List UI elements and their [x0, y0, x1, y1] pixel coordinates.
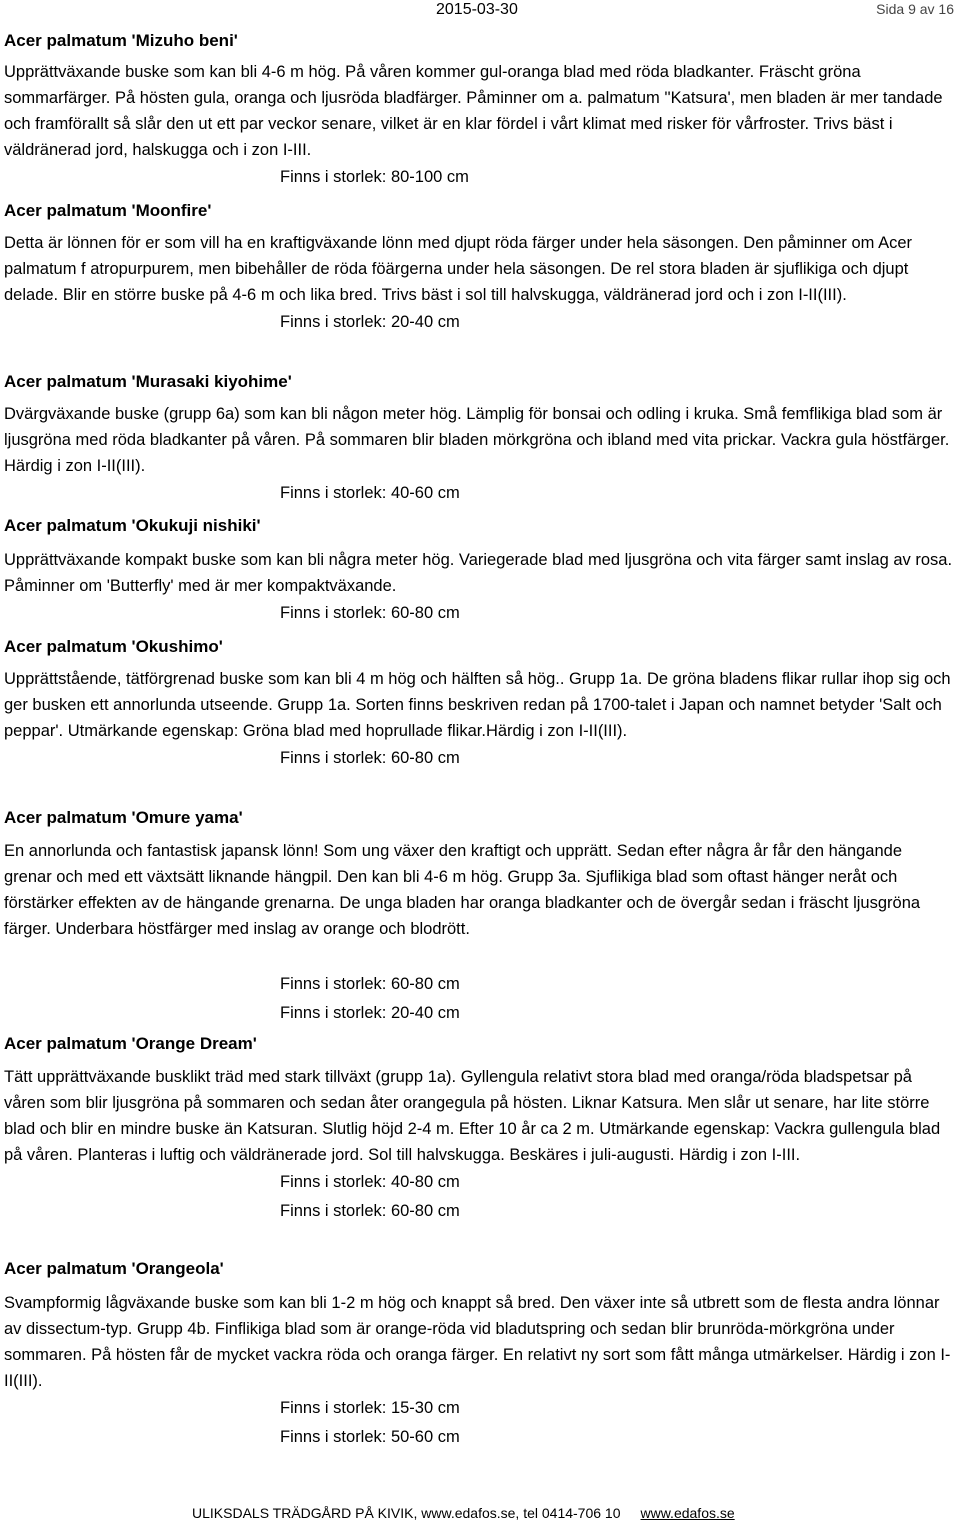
entry-okushimo	[4, 636, 954, 658]
entry-description: Svampformig lågväxande buske som kan bli 1-2 m hög och knappt så bred. Den växer inte så utbrett som de flesta andra lönnar av dissectum-typ. Grupp 4b. Finflikiga blad som är orange-röda vid bladutspring och sedan blir brunröda-mörkgröna under sommaren. På hösten får de mycket vackra röda och oranga färger. En relativt ny sort som fått många utmärkelser. Härdig i zon I-II(III).	[4, 1294, 951, 1390]
entry-mizuho-beni	[4, 59, 954, 192]
entry-size: Finns i storlek: 80-100 cm	[280, 168, 469, 186]
entry-size: Finns i storlek: 60-80 cm	[280, 604, 460, 622]
entry-moonfire	[4, 200, 954, 222]
entry-title: Acer palmatum 'Orange Dream'	[4, 1034, 257, 1053]
entry-description: En annorlunda och fantastisk japansk lönn! Som ung växer den kraftigt och upprätt. Sedan efter några år får den hängande grenar och med ett växtsätt liknande hängpil. Den kan bli 4-6 m hög. Grupp 3a. Sjuflikiga blad som oftast hänger neråt och förstärker effekten av de hängande grenarna. De unga bladen har oranga bladkanter och de övergår sedan i fräscht ljusgröna färger. Underbara höstfärger med inslag av orange och blodrött.	[4, 842, 921, 938]
entry-okushimo-body	[4, 666, 954, 773]
entry-description: Upprättväxande kompakt buske som kan bli några meter hög. Variegerade blad med ljusgröna och vita färger samt inslag av rosa. Påminner om 'Butterfly' med är mer kompaktväxande.	[4, 551, 953, 595]
entry-title: Acer palmatum 'Mizuho beni'	[4, 31, 238, 50]
entry-size: Finns i storlek: 40-60 cm	[280, 484, 460, 502]
entry-orangeola	[4, 1258, 954, 1280]
entry-omure-yama-sizes	[4, 970, 954, 1028]
entry-title: Acer palmatum 'Okukuji nishiki'	[4, 516, 261, 535]
entry-title: Acer palmatum 'Moonfire'	[4, 201, 212, 220]
entry-okukuji-nishiki-body	[4, 547, 954, 628]
entry-title: Acer palmatum 'Okushimo'	[4, 637, 223, 656]
entry-title: Acer palmatum 'Orangeola'	[4, 1259, 224, 1278]
entry-orangeola-body	[4, 1290, 954, 1452]
entry-murasaki-kiyohime	[4, 371, 954, 393]
entry-size: Finns i storlek: 20-40 cm	[280, 313, 460, 331]
entry-size: Finns i storlek: 20-40 cm	[280, 1004, 460, 1022]
header-date: 2015-03-30	[436, 1, 518, 18]
entry-okukuji-nishiki	[4, 515, 954, 537]
entry-size: Finns i storlek: 40-80 cm	[280, 1173, 460, 1191]
page-footer	[192, 1503, 735, 1523]
footer-website-link[interactable]: www.edafos.se	[640, 1505, 735, 1521]
entry-size: Finns i storlek: 60-80 cm	[280, 749, 460, 767]
entry-size: Finns i storlek: 60-80 cm	[280, 1202, 460, 1220]
entry-size: Finns i storlek: 50-60 cm	[280, 1428, 460, 1446]
entry-omure-yama-body	[4, 838, 954, 942]
entry-moonfire-body	[4, 230, 954, 337]
entry-title: Acer palmatum 'Murasaki kiyohime'	[4, 372, 292, 391]
entry-orange-dream-body	[4, 1064, 954, 1226]
footer-text: ULIKSDALS TRÄDGÅRD PÅ KIVIK, www.edafos.se, tel 0414-706 10	[192, 1505, 621, 1521]
entry-description: Upprättväxande buske som kan bli 4-6 m hög. På våren kommer gul-oranga blad med röda bladkanter. Fräscht gröna sommarfärger. På hösten gula, oranga och ljusröda bladfärger. Påminner om a. palmatum ''Katsura', men bladen är mer tandade och framförallt så slår den ut ett par veckor senare, vilket är en klar fördel i vårt klimat med risker för vårfroster. Trivs bäst i väldränerad jord, halskugga och i zon I-III.	[4, 63, 943, 159]
entry-omure-yama	[4, 807, 954, 829]
entry-description: Detta är lönnen för er som vill ha en kraftigväxande lönn med djupt röda färger under hela säsongen. Den påminner om Acer palmatum f atropurpurem, men bibehåller de röda föärgerna under hela säsongen. De rel stora bladen är sjuflikiga och djupt delade. Blir en större buske på 4-6 m och lika bred. Trivs bäst i sol till halvskugga, väldränerad jord och i zon I-II(III).	[4, 234, 913, 304]
entry-size: Finns i storlek: 60-80 cm	[280, 975, 460, 993]
entry-description: Upprättstående, tätförgrenad buske som kan bli 4 m hög och hälften så hög.. Grupp 1a. De gröna bladens flikar rullar ihop sig och ger busken ett annorlunda utseende. Grupp 1a. Sorten finns beskriven redan på 1700-talet i Japan och namnet betyder 'Salt och peppar'. Utmärkande egenskap: Gröna blad med hoprullade flikar.Härdig i zon I-II(III).	[4, 670, 951, 740]
entry-title: Acer palmatum 'Omure yama'	[4, 808, 243, 827]
entry-description: Tätt upprättväxande busklikt träd med stark tillväxt (grupp 1a). Gyllengula relativt stora blad med oranga/röda bladspetsar på våren som blir ljusgröna på sommaren och sedan åter orangegula på hösten. Liknar Katsura. Men slår ut senare, har lite större blad och blir en mindre buske än Katsuran. Slutlig höjd 2-4 m. Efter 10 år ca 2 m. Utmärkande egenskap: Vackra gullengula blad på våren. Planteras i luftig och väldränerade jord. Sol till halvskugga. Beskäres i juli-augusti. Härdig i zon I-III.	[4, 1068, 941, 1164]
entry-orange-dream	[4, 1033, 954, 1055]
entry-murasaki-kiyohime-body	[4, 401, 954, 508]
page-number: Sida 9 av 16	[876, 1, 954, 17]
entry-size: Finns i storlek: 15-30 cm	[280, 1399, 460, 1417]
entry-description: Dvärgväxande buske (grupp 6a) som kan bli någon meter hög. Lämplig för bonsai och odling i kruka. Små femflikiga blad som är ljusgröna med röda bladkanter på våren. På sommaren blir bladen mörkgröna och ibland med vita prickar. Vackra gula höstfärger. Härdig i zon I-II(III).	[4, 405, 950, 475]
